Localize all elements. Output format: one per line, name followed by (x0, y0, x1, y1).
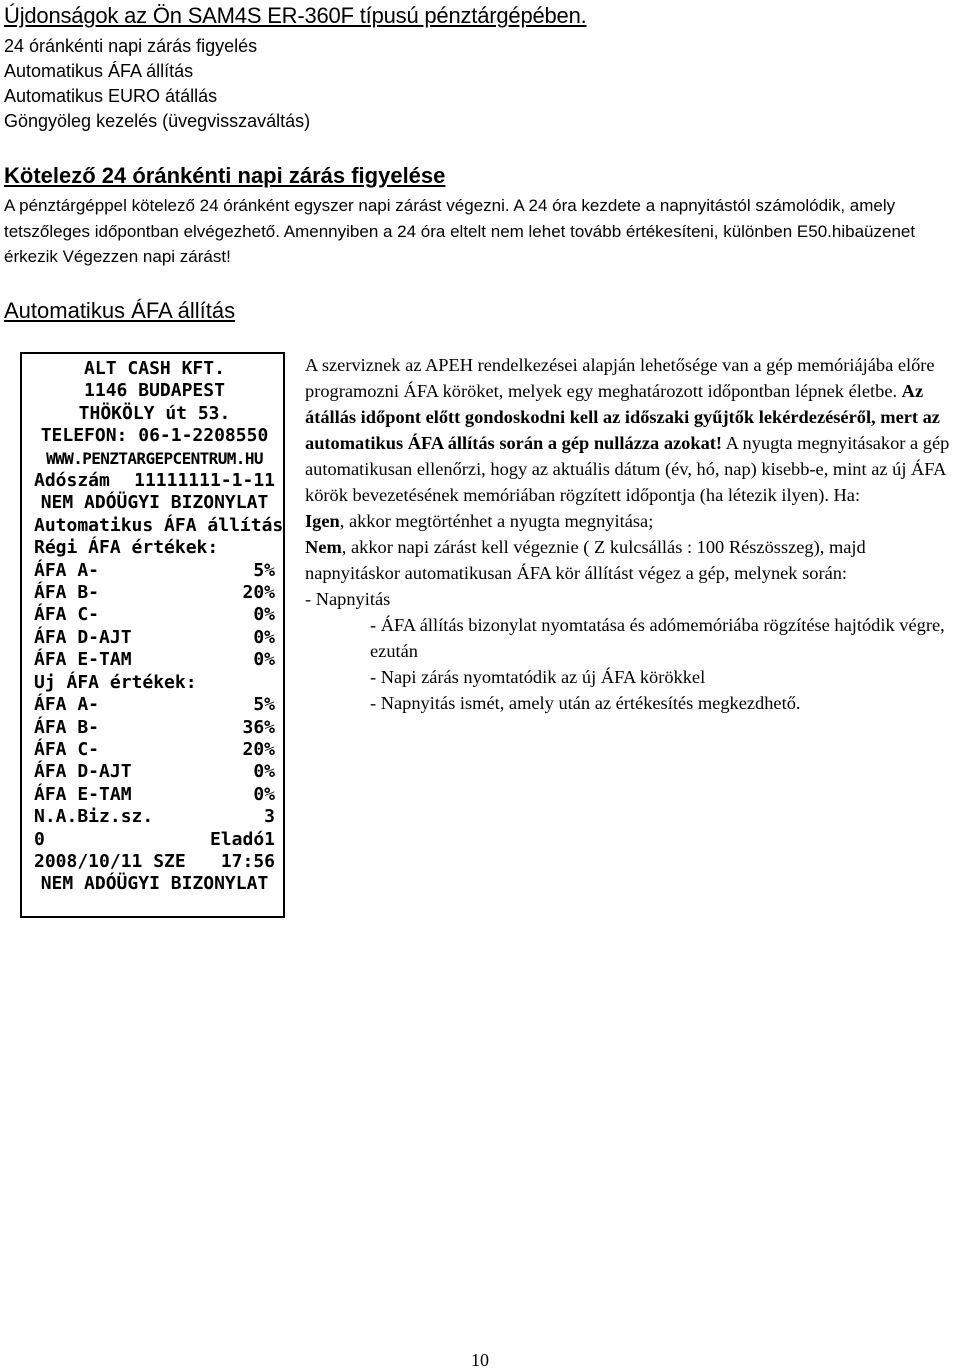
receipt-vat-value: 36% (242, 716, 275, 738)
receipt-vat-value: 0% (253, 761, 275, 783)
receipt-date-row (34, 851, 275, 873)
nem-text: , akkor napi zárást kell végeznie ( Z kulcsállás : 100 Részösszeg), majd napnyitáskor automatikusan ÁFA kör állítást végez a gép, melynek során: (305, 537, 866, 583)
step-item: - Napnyitás (305, 589, 391, 609)
feature-item: Automatikus ÁFA állítás (4, 61, 194, 81)
receipt-vat-value: 0% (253, 604, 275, 626)
receipt-vat-label: ÁFA C- (34, 604, 100, 626)
receipt-vat-label: ÁFA D-AJT (34, 761, 132, 783)
receipt-vat-value: 5% (253, 559, 275, 581)
receipt-time: 17:56 (220, 850, 275, 872)
receipt-tax-value: 11111111-1-11 (134, 470, 275, 492)
receipt-vat-value: 20% (242, 738, 275, 760)
receipt-seller: Eladó1 (209, 828, 275, 850)
receipt-image (20, 352, 285, 918)
receipt-nabiz-row (34, 806, 275, 828)
receipt-zero: 0 (34, 828, 45, 850)
receipt-new-label: Uj ÁFA értékek: (34, 671, 197, 693)
receipt-vat-label: ÁFA B- (34, 716, 100, 738)
receipt-vat-label: ÁFA E-TAM (34, 649, 132, 671)
receipt-vat-row (34, 604, 275, 626)
receipt-vat-label: ÁFA C- (34, 738, 100, 760)
step-item: - ÁFA állítás bizonylat nyomtatása és adómemóriába rögzítése hajtódik végre, ezután (370, 615, 945, 661)
receipt-vat-value: 5% (253, 694, 275, 716)
vat-text: A nyugta megnyitásakor a gép automatikusan ellenőrzi, hogy az aktuális dátum (év, hó, nap) kisebb-e, mint az új ÁFA körök bevezetésének memóriában rögzített időpontja (ha létezik ilyen). Ha: (305, 433, 950, 505)
receipt-vat-label: ÁFA E-TAM (34, 783, 132, 805)
receipt-vat-value: 0% (253, 649, 275, 671)
receipt-date: 2008/10/11 SZE (34, 850, 186, 872)
receipt-vat-row (34, 627, 275, 649)
feature-item: Automatikus EURO átállás (4, 86, 218, 106)
vat-setting-text (305, 352, 960, 716)
section-title-daily-closing: Kötelező 24 óránkénti napi zárás figyelése (4, 163, 446, 188)
receipt-vat-value: 0% (253, 626, 275, 648)
page-number: 10 (471, 1350, 489, 1370)
receipt-header-line: WWW.PENZTARGEPCENTRUM.HU (46, 448, 263, 468)
receipt-vat-row (34, 761, 275, 783)
igen-text: , akkor megtörténhet a nyugta megnyitása; (339, 511, 654, 531)
receipt-tax-row (34, 470, 275, 492)
receipt-tax-label: Adószám (34, 470, 110, 492)
receipt-vat-label: ÁFA B- (34, 582, 100, 604)
receipt-footer: NEM ADÓÜGYI BIZONYLAT (40, 873, 269, 895)
receipt-vat-row (34, 560, 275, 582)
step-item: - Napi zárás nyomtatódik az új ÁFA körökkel (370, 667, 706, 687)
receipt-nabiz-value: 3 (264, 806, 275, 828)
page-title: Újdonságok az Ön SAM4S ER-360F típusú pénztárgépében. (4, 3, 587, 28)
receipt-not-tax-doc: NEM ADÓÜGYI BIZONYLAT (40, 492, 269, 514)
receipt-old-label: Régi ÁFA értékek: (34, 537, 219, 559)
receipt-heading: Automatikus ÁFA állítás (34, 514, 284, 536)
section-title-vat-setting: Automatikus ÁFA állítás (4, 298, 236, 323)
receipt-header-line: ALT CASH KFT. (84, 358, 225, 379)
receipt-vat-row (34, 784, 275, 806)
receipt-vat-label: ÁFA A- (34, 559, 100, 581)
nem-label: Nem (305, 537, 342, 557)
receipt-vat-label: ÁFA D-AJT (34, 626, 132, 648)
vat-paragraph (305, 352, 960, 508)
receipt-vat-value: 0% (253, 783, 275, 805)
receipt-vat-row (34, 649, 275, 671)
receipt-seller-row (34, 829, 275, 851)
receipt-vat-row (34, 717, 275, 739)
vat-warning-text: Az átállás időpont előtt gondoskodni kell az időszaki gyűjtők lekérdezéséről, mert az automatikus ÁFA állítás során a gép nullázza azokat! (305, 381, 940, 453)
receipt-vat-row (34, 694, 275, 716)
receipt-nabiz-label: N.A.Biz.sz. (34, 806, 154, 828)
feature-item: Göngyöleg kezelés (üvegvisszaváltás) (4, 111, 311, 131)
step-item: - Napnyitás ismét, amely után az értékesítés megkezdhető. (370, 693, 801, 713)
receipt-header-line: 1146 BUDAPEST (84, 380, 225, 402)
vat-text: A szerviznek az APEH rendelkezései alapján lehetősége van a gép memóriájába előre programozni ÁFA köröket, melyek egy meghatározott időpontban lépnek életbe. (305, 355, 935, 401)
receipt-vat-label: ÁFA A- (34, 694, 100, 716)
igen-label: Igen (305, 511, 340, 531)
section-text-daily-closing: A pénztárgéppel kötelező 24 óránként egyszer napi zárást végezni. A 24 óra kezdete a napnyitástól számolódik, amely tetszőleges időpontban elvégezhető. Amennyiben a 24 óra eltelt nem lehet tovább értékesíteni, különben E50.hibaüzenet érkezik Végezzen napi zárást! (4, 196, 916, 266)
nem-line (305, 534, 960, 586)
feature-list (4, 34, 310, 134)
receipt-vat-row (34, 739, 275, 761)
receipt-vat-row (34, 582, 275, 604)
receipt-vat-value: 20% (242, 582, 275, 604)
receipt-header-line: THÖKÖLY út 53. (78, 402, 231, 424)
receipt-header-line: TELEFON: 06-1-2208550 (40, 425, 269, 447)
igen-line (305, 508, 960, 534)
feature-item: 24 óránkénti napi zárás figyelés (4, 36, 258, 56)
